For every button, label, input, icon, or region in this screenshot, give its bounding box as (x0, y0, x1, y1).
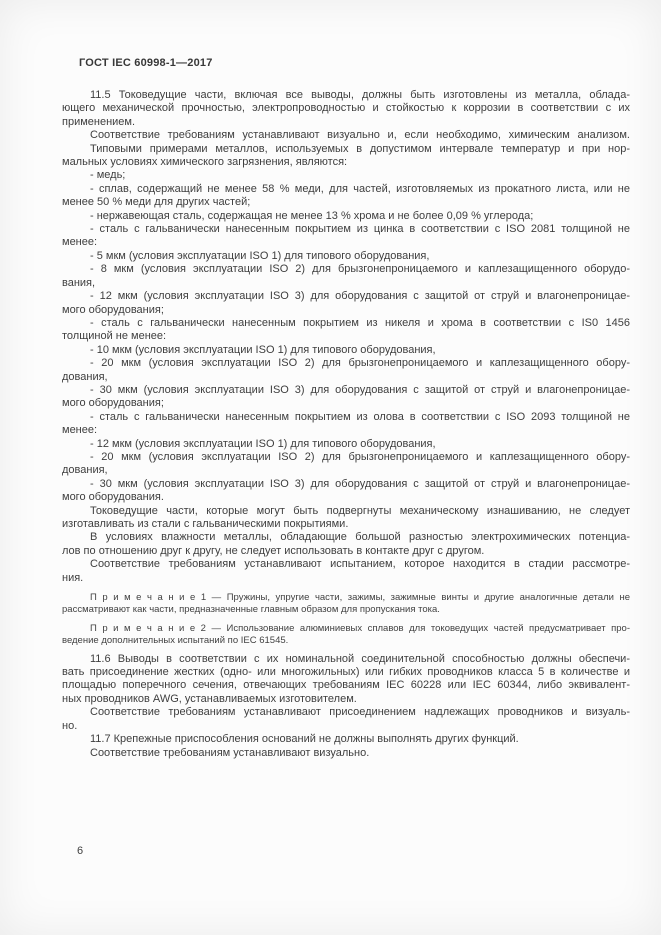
text-line: П р и м е ч а н и е 1 — Пружины, упругие части, зажимы, зажимные винты и другие аналогичные детали не (90, 592, 630, 604)
text-line: - сталь с гальванически нанесенным покрытием из цинка в соответствии с ISO 2081 толщиной не (90, 223, 630, 236)
text-line: менее: (62, 424, 98, 437)
text-line: В условиях влажности металлы, обладающие большой разностью электрохимических потенциа- (90, 531, 630, 544)
text-line: - 20 мкм (условия эксплуатации ISO 2) для брызгонепроницаемого и каплезащищенного обору- (90, 357, 630, 370)
body-paragraph (62, 505, 630, 532)
text-line: толщиной не менее: (62, 330, 167, 343)
text-line: - 12 мкм (условия эксплуатации ISO 3) для оборудования с защитой от струй и влагонепроницае- (90, 290, 630, 303)
body-paragraph (62, 558, 630, 585)
text-line: вать присоединение жестких (одно- или многожильных) или гибких проводников класса 5 в количестве и (62, 666, 630, 679)
body-paragraph (62, 129, 630, 142)
note-paragraph (62, 623, 630, 647)
document-content (62, 89, 630, 760)
text-line: - 8 мкм (условия эксплуатации ISO 2) для брызгонепроницаемого и каплезащищенного оборудо- (90, 263, 630, 276)
text-line: - 30 мкм (условия эксплуатации ISO 3) для оборудования с защитой от струй и влагонепроницае- (90, 477, 630, 490)
text-line: 11.7 Крепежные приспособления оснований не должны выполнять других функций. (90, 733, 519, 746)
body-paragraph (62, 411, 630, 438)
text-line: Соответствие требованиям устанавливают визуально. (90, 746, 370, 759)
text-line: мого оборудования. (62, 491, 164, 504)
text-line: - сталь с гальванически нанесенным покрытием из никеля и хрома в соответствии с IS0 1456 (90, 316, 630, 329)
body-paragraph (62, 531, 630, 558)
text-line: дования, (62, 464, 108, 477)
body-paragraph (62, 223, 630, 250)
text-line: рассматривают как части, предназначенные главным образом для пропускания тока. (62, 603, 440, 615)
text-line: мого оборудования; (62, 397, 164, 410)
body-paragraph (62, 89, 630, 129)
text-line: 11.6 Выводы в соответствии с их номинальной соединительной способностью должны обеспечи- (90, 652, 630, 665)
body-paragraph (62, 357, 630, 384)
text-line: применением. (62, 115, 136, 128)
text-line: мого оборудования; (62, 303, 164, 316)
text-line: - 20 мкм (условия эксплуатации ISO 2) для брызгонепроницаемого и каплезащищенного обору- (90, 450, 630, 463)
body-paragraph (62, 438, 630, 451)
text-line: - 30 мкм (условия эксплуатации ISO 3) для оборудования с защитой от струй и влагонепроницае- (90, 383, 630, 396)
body-paragraph (62, 706, 630, 733)
text-line: П р и м е ч а н и е 2 — Использование алюминиевых сплавов для токоведущих частей предусматривает про- (90, 622, 630, 634)
body-paragraph (62, 250, 630, 263)
text-line: - сплав, содержащий не менее 58 % меди, для частей, изготовляемых из прокатного листа, или не (90, 182, 630, 195)
body-paragraph (62, 733, 630, 746)
text-line: - нержавеющая сталь, содержащая не менее 13 % хрома и не более 0,09 % углерода; (90, 209, 534, 222)
body-paragraph (62, 478, 630, 505)
body-paragraph (62, 169, 630, 182)
body-paragraph (62, 210, 630, 223)
note-paragraph (62, 592, 630, 616)
text-line: - 5 мкм (условия эксплуатации ISO 1) для типового оборудования, (90, 249, 430, 262)
text-line: лов по отношению друг к другу, не следует использовать в контакте друг с другом. (62, 544, 485, 557)
text-line: ния. (62, 571, 84, 584)
text-line: мальных условиях химического загрязнения, являются: (62, 156, 348, 169)
text-line: ведение дополнительных испытаний по IEC 61545. (62, 634, 289, 646)
body-paragraph (62, 451, 630, 478)
text-line: изготавливать из стали с гальваническими покрытиями. (62, 518, 349, 530)
text-line: - 10 мкм (условия эксплуатации ISO 1) для типового оборудования, (90, 343, 436, 356)
body-paragraph (62, 143, 630, 170)
body-paragraph (62, 384, 630, 411)
text-line: Типовыми примерами металлов, используемых в допустимом интервале температур и при нор- (90, 142, 630, 155)
text-line: - 12 мкм (условия эксплуатации ISO 1) для типового оборудования, (90, 437, 436, 450)
body-paragraph (62, 183, 630, 210)
text-line: ющего механической прочностью, электропроводностью и стойкостью к коррозии в соответствии с их (62, 102, 630, 115)
text-line: ных проводников AWG, устанавливаемых изготовителем. (62, 692, 357, 705)
body-paragraph (62, 290, 630, 317)
text-line: площадью поперечного сечения, отвечающих требованиям IEC 60228 или IEC 60344, либо эквивалент- (62, 679, 630, 692)
text-line: Соответствие требованиям устанавливают присоединением надлежащих проводников и визуаль- (90, 706, 630, 719)
text-line: менее: (62, 236, 98, 249)
text-line: Соответствие требованиям устанавливают визуально и, если необходимо, химическим анализом. (90, 129, 630, 142)
body-paragraph (62, 344, 630, 357)
text-line: дования, (62, 370, 108, 383)
body-paragraph (62, 317, 630, 344)
body-paragraph (62, 653, 630, 707)
body-paragraph (62, 747, 630, 760)
text-line: менее 50 % меди для других частей; (62, 196, 251, 209)
text-line: - сталь с гальванически нанесенным покрытием из олова в соответствии с ISO 2093 толщиной не (90, 410, 630, 423)
text-line: 11.5 Токоведущие части, включая все выводы, должны быть изготовлены из металла, облада- (90, 89, 630, 101)
text-line: Соответствие требованиям устанавливают испытанием, которое находится в стадии рассмотре- (90, 558, 630, 571)
running-header: ГОСТ IEC 60998-1—2017 (79, 57, 213, 69)
text-line: - медь; (90, 169, 126, 182)
text-line: вания, (62, 276, 96, 289)
body-paragraph (62, 263, 630, 290)
text-line: Токоведущие части, которые могут быть подвергнуты механическому изнашиванию, не следует (90, 504, 630, 517)
text-line: но. (62, 719, 78, 732)
page-number: 6 (77, 845, 84, 857)
